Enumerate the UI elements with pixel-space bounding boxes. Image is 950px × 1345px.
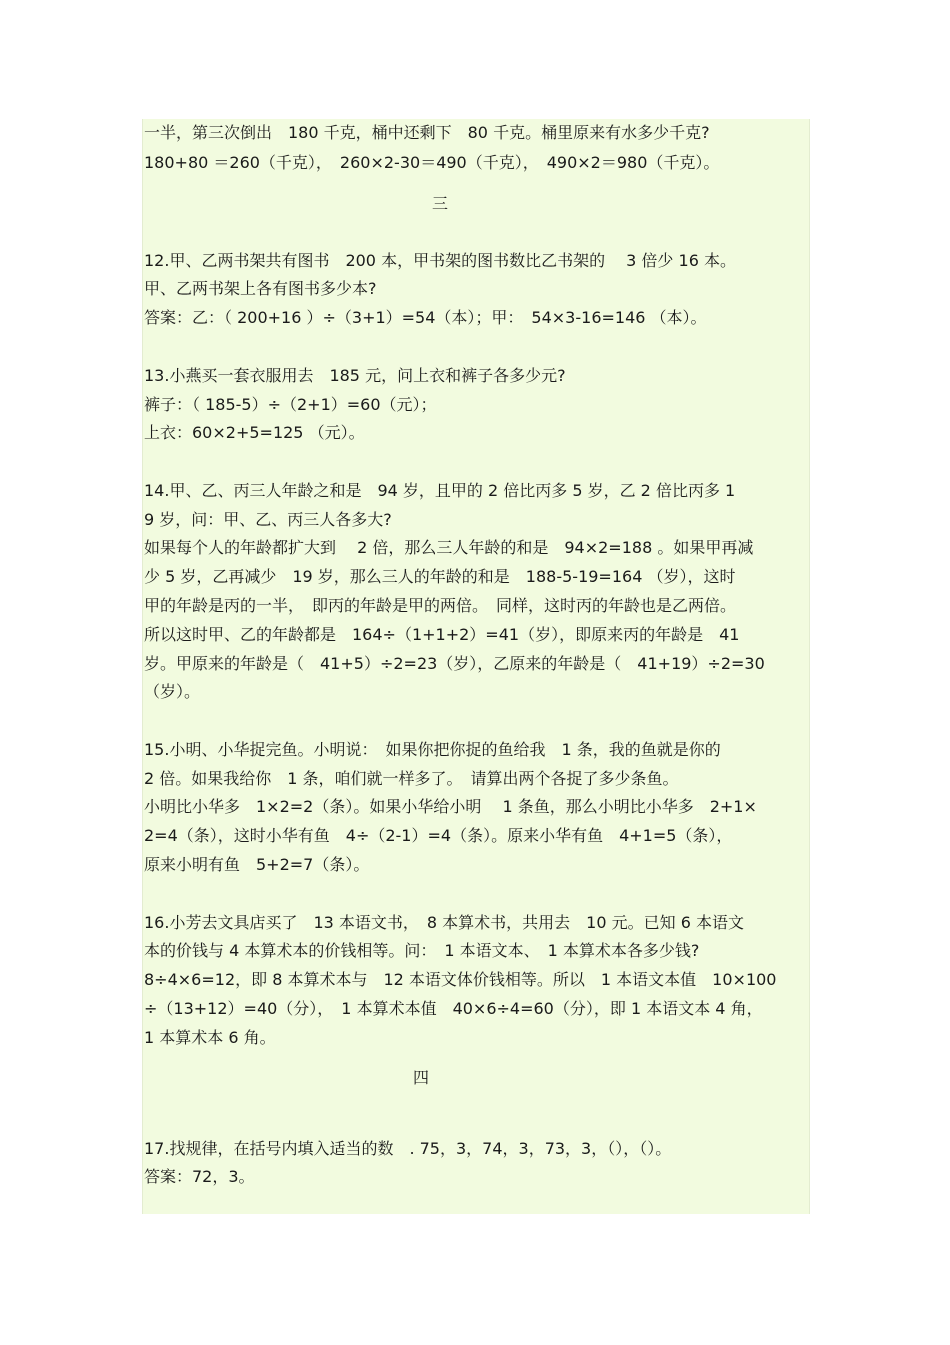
section-header: 三	[432, 194, 449, 213]
section-header: 四	[413, 1068, 430, 1087]
question-line: 14.甲、乙、丙三人年龄之和是 94 岁，且甲的 2 倍比丙多 5 岁，乙 2 倍比丙多 1	[144, 481, 736, 500]
text-line: 一半，第三次倒出 180 千克，桶中还剩下 80 千克。桶里原来有水多少千克?	[144, 123, 710, 142]
question-line: 9 岁，问：甲、乙、丙三人各多大?	[144, 510, 392, 529]
answer-line: 少 5 岁，乙再减少 19 岁，那么三人的年龄的和是 188-5-19=164 （岁），这时	[144, 567, 736, 586]
question-line: 甲、乙两书架上各有图书多少本?	[144, 279, 377, 298]
answer-line: 上衣：60×2+5=125 （元）。	[144, 423, 365, 442]
question-line: 17.找规律，在括号内填入适当的数 . 75，3，74，3，73，3，（），（）。	[144, 1139, 672, 1158]
answer-line: 1 本算术本 6 角。	[144, 1028, 276, 1047]
answer-line: 答案：乙：（ 200+16 ）÷（3+1）=54（本）；甲： 54×3-16=146 （本）。	[144, 308, 707, 327]
answer-line: 答案：72，3。	[144, 1167, 255, 1186]
question-line: 本的价钱与 4 本算术本的价钱相等。问： 1 本语文本、 1 本算术本各多少钱?	[144, 941, 700, 960]
answer-line: 如果每个人的年龄都扩大到 2 倍，那么三人年龄的和是 94×2=188 。如果甲再减	[144, 538, 754, 557]
answer-line: 裤子：（ 185-5）÷（2+1）=60（元）；	[144, 395, 437, 414]
answer-line: ÷（13+12）=40（分）， 1 本算术本值 40×6÷4=60（分），即 1 本语文本 4 角，	[144, 999, 763, 1018]
question-line: 2 倍。如果我给你 1 条，咱们就一样多了。 请算出两个各捉了多少条鱼。	[144, 769, 679, 788]
answer-line: 所以这时甲、乙的年龄都是 164÷（1+1+2）=41（岁），即原来丙的年龄是 41	[144, 625, 740, 644]
answer-line: 原来小明有鱼 5+2=7（条）。	[144, 855, 370, 874]
answer-line: 甲的年龄是丙的一半， 即丙的年龄是甲的两倍。 同样，这时丙的年龄也是乙两倍。	[144, 596, 737, 615]
question-line: 15.小明、小华捉完鱼。小明说： 如果你把你捉的鱼给我 1 条，我的鱼就是你的	[144, 740, 721, 759]
answer-line: （岁）。	[144, 682, 201, 701]
question-line: 13.小燕买一套衣服用去 185 元，问上衣和裤子各多少元?	[144, 366, 566, 385]
answer-line: 小明比小华多 1×2=2（条）。如果小华给小明 1 条鱼，那么小明比小华多 2+1×	[144, 797, 757, 816]
answer-line: 2=4（条），这时小华有鱼 4÷（2-1）=4（条）。原来小华有鱼 4+1=5（条），	[144, 826, 733, 845]
answer-line: 岁。甲原来的年龄是（ 41+5）÷2=23（岁），乙原来的年龄是（ 41+19）÷2=30	[144, 654, 765, 673]
text-line: 180+80 ＝260（千克）， 260×2-30＝490（千克）， 490×2＝980（千克）。	[144, 153, 720, 172]
answer-line: 8÷4×6=12，即 8 本算术本与 12 本语文体价钱相等。所以 1 本语文本值 10×100	[144, 970, 777, 989]
question-line: 12.甲、乙两书架共有图书 200 本，甲书架的图书数比乙书架的 3 倍少 16 本。	[144, 251, 736, 270]
question-line: 16.小芳去文具店买了 13 本语文书， 8 本算术书，共用去 10 元。已知 6 本语文	[144, 913, 744, 932]
